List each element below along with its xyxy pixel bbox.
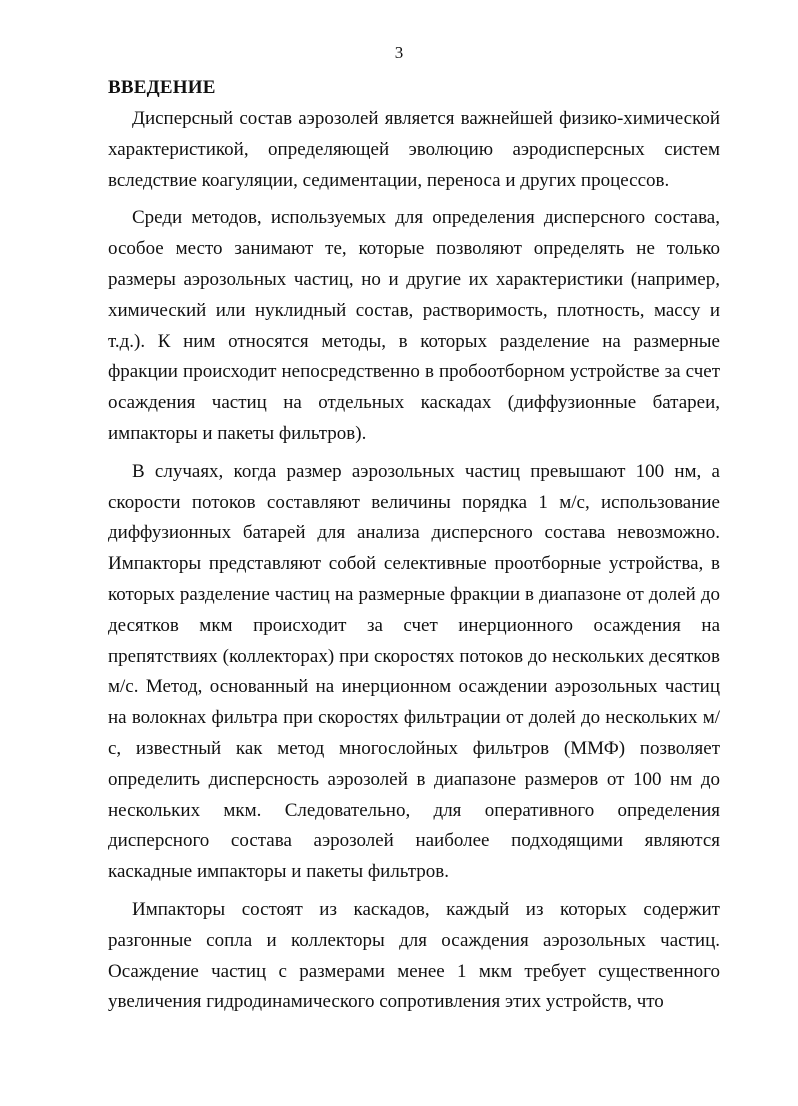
page-number: 3 (394, 43, 404, 62)
paragraph-1: Дисперсный состав аэрозолей является важнейшей физико-химической характеристикой, определяющей эволюцию аэродисперсных систем вследствие коагуляции, седиментации, переноса и других процессов. (108, 108, 720, 191)
section-heading: ВВЕДЕНИЕ (108, 77, 216, 98)
paragraph-2: Среди методов, используемых для определения дисперсного состава, особое место занимают те, которые позволяют определять не только размеры аэрозольных частиц, но и другие их характеристики (например, химический или нуклидный состав, растворимость, плотность, массу и т.д.). К ним относятся методы, в которых разделение на размерные фракции происходит непосредственно в пробоотборном устройстве за счет осаждения частиц на отдельных каскадах (диффузионные батареи, импакторы и пакеты фильтров). (108, 207, 720, 444)
document-body (108, 74, 720, 1025)
paragraph-3: В случаях, когда размер аэрозольных частиц превышают 100 нм, а скорости потоков составляют величины порядка 1 м/с, использование диффузионных батарей для анализа дисперсного состава невозможно. Импакторы представляют собой селективные проотборные устройства, в которых разделение частиц на размерные фракции в диапазоне от долей до десятков мкм происходит за счет инерционного осаждения на препятствиях (коллекторах) при скоростях потоков до нескольких десятков м/с. Метод, основанный на инерционном осаждении аэрозольных частиц на волокнах фильтра при скоростях фильтрации от долей до нескольких м/с, известный как метод многослойных фильтров (ММФ) позволяет определить дисперсность аэрозолей в диапазоне размеров от 100 нм до нескольких мкм. Следовательно, для оперативного определения дисперсного состава аэрозолей наиболее подходящими являются каскадные импакторы и пакеты фильтров. (108, 460, 720, 883)
paragraph-4: Импакторы состоят из каскадов, каждый из которых содержит разгонные сопла и коллекторы для осаждения аэрозольных частиц. Осаждение частиц с размерами менее 1 мкм требует существенного увеличения гидродинамического сопротивления этих устройств, что (108, 898, 720, 1013)
